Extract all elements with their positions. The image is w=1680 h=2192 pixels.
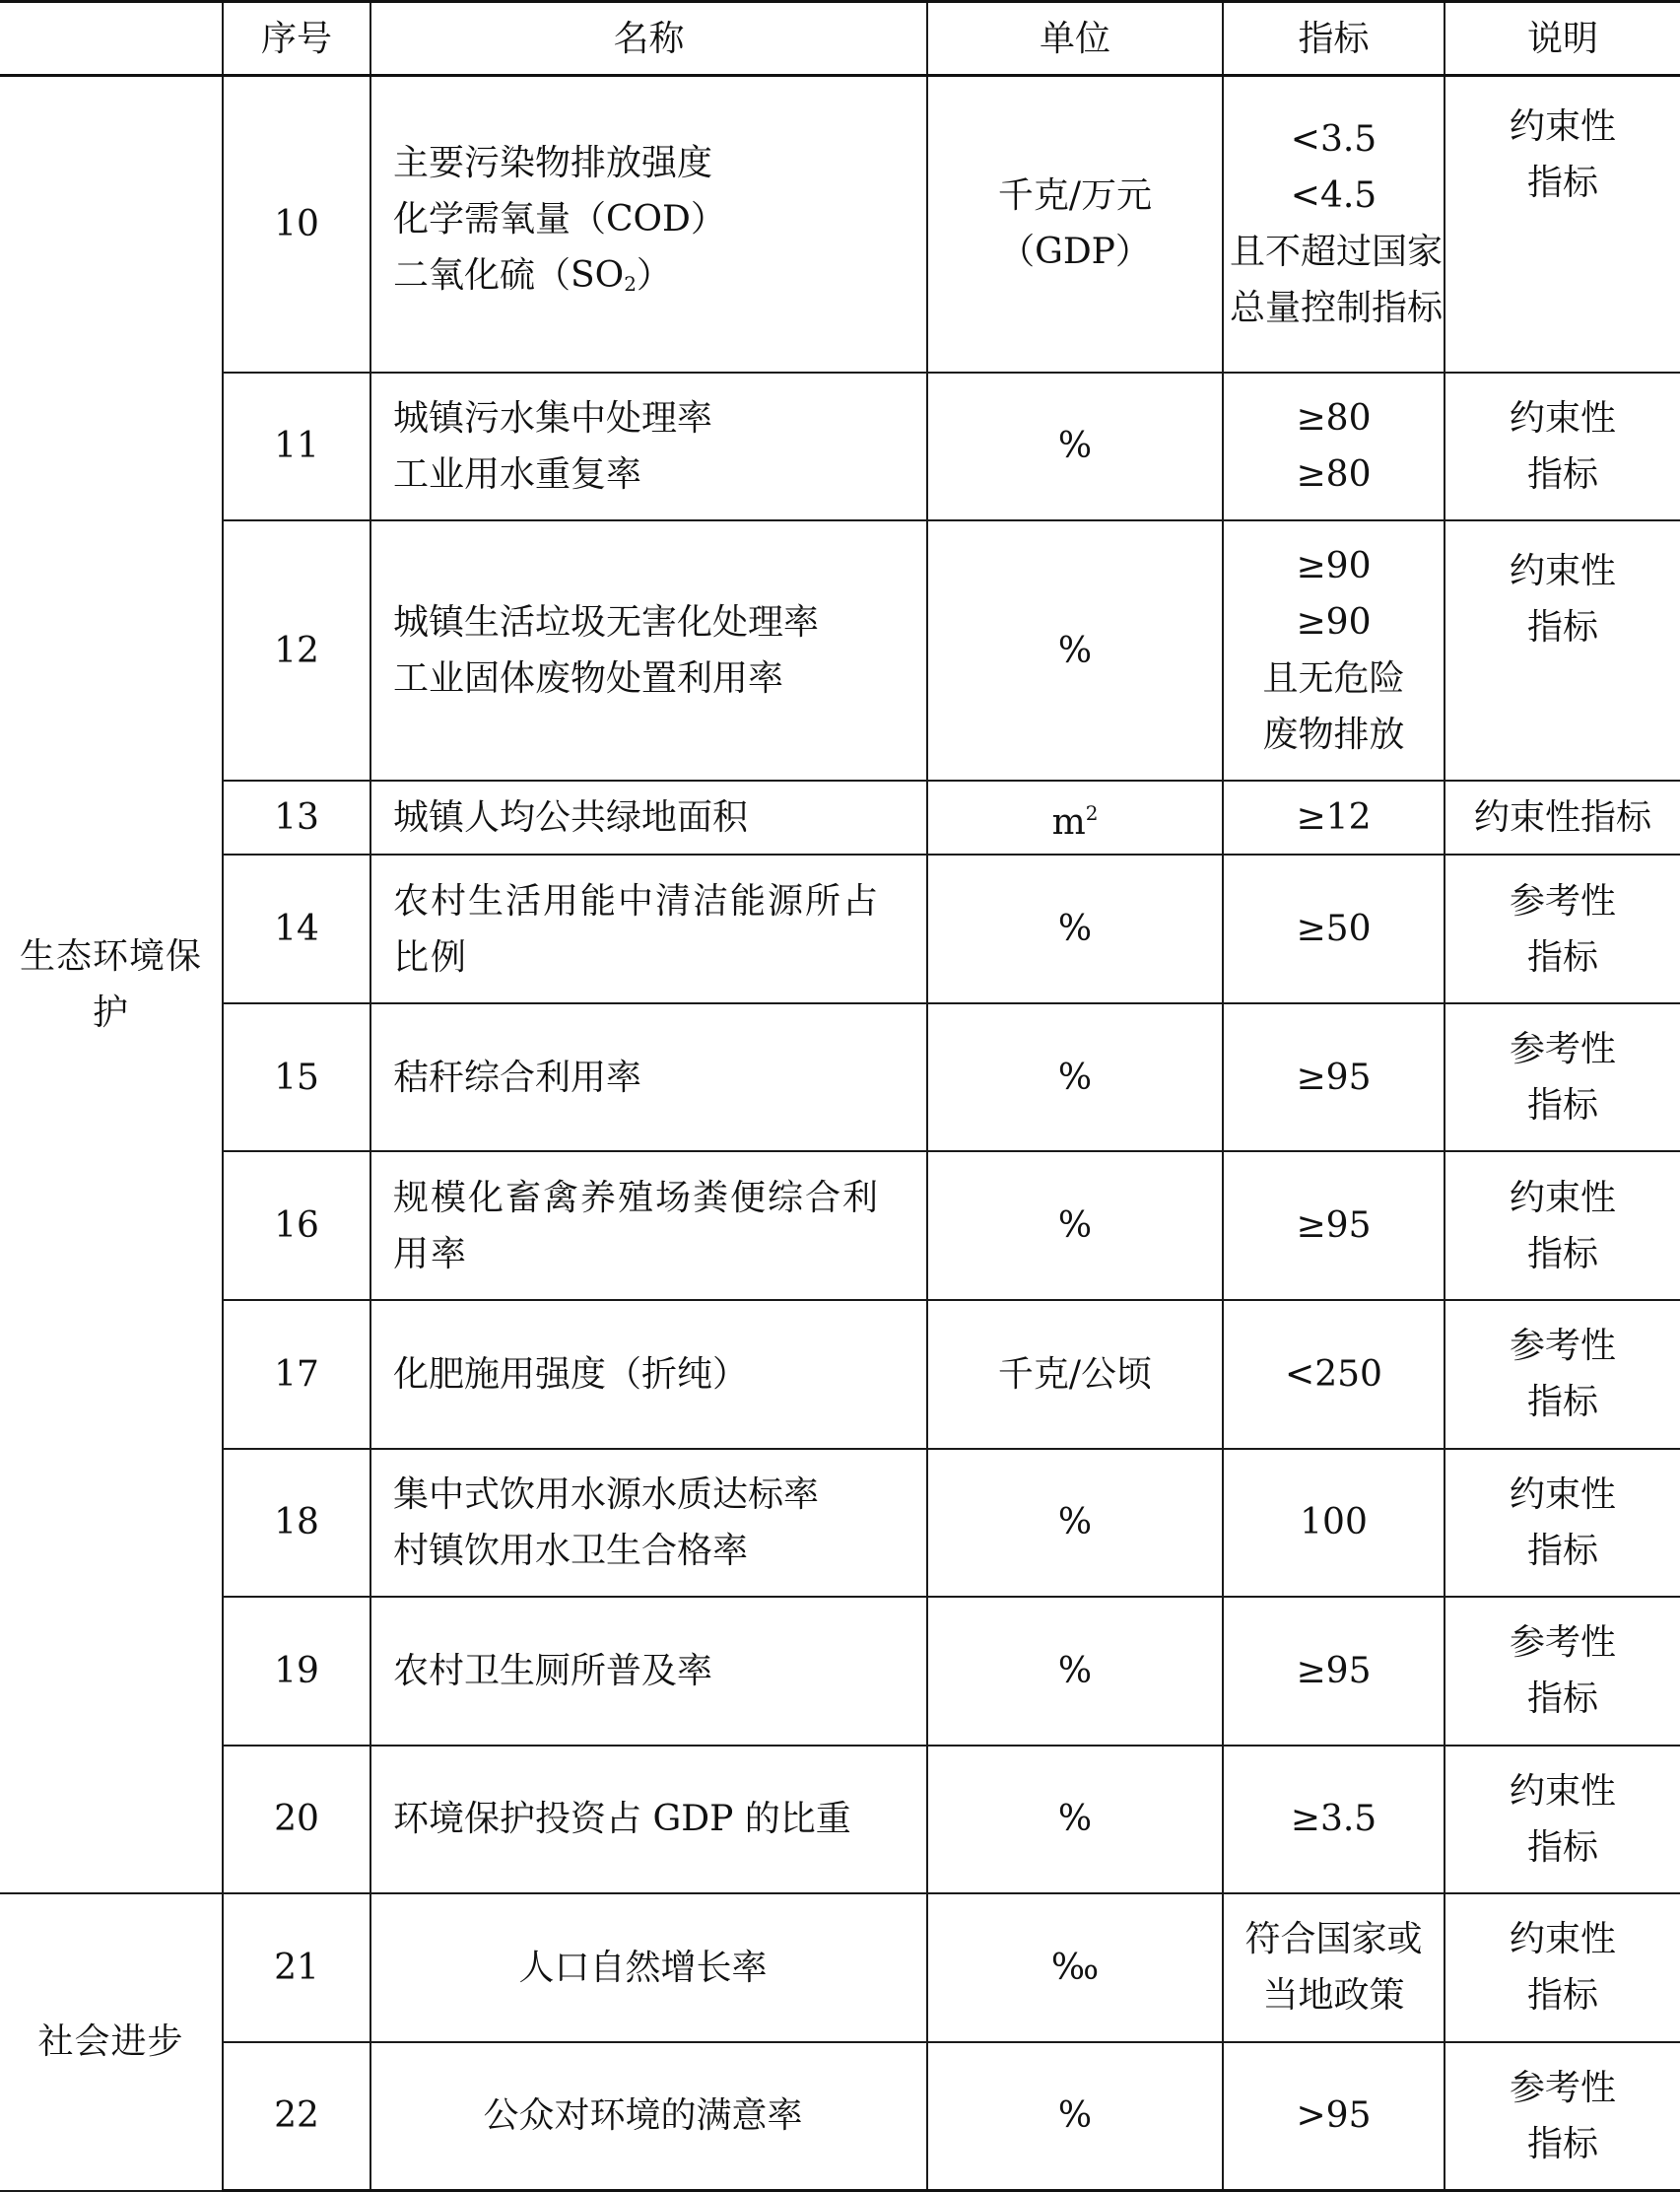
name-text: ） [636, 255, 672, 297]
row-name: 公众对环境的满意率 [370, 2042, 927, 2191]
row-unit: ‰ [927, 1893, 1223, 2042]
row-target [1223, 373, 1445, 521]
header-note: 说明 [1445, 2, 1680, 76]
row-note [1445, 1746, 1680, 1894]
name-text: 农村生活用能中清洁能源所占比例 [393, 880, 881, 978]
subscript: 2 [624, 272, 637, 297]
header-category [0, 2, 223, 76]
note-line: 约束性 [1509, 1770, 1616, 1812]
header-target: 指标 [1223, 2, 1445, 76]
note-line: 指标 [1526, 936, 1598, 978]
note-line: 约束性 [1509, 1473, 1616, 1515]
target-line: 符合国家或 [1244, 1919, 1423, 1960]
note-line: 指标 [1526, 163, 1598, 203]
category-eco: 生态环境保护 [0, 76, 223, 1894]
unit-line: 千克/万元 [997, 175, 1153, 217]
row-name [370, 1151, 927, 1300]
row-target: ≥95 [1223, 1597, 1445, 1746]
note-line: 指标 [1526, 1085, 1598, 1127]
table-row [0, 2042, 1680, 2191]
row-number: 10 [223, 76, 370, 373]
target-line: ≥80 [1296, 397, 1372, 439]
note-line: 约束性 [1509, 1177, 1616, 1218]
row-unit: % [927, 2042, 1223, 2191]
row-number: 15 [223, 1003, 370, 1152]
row-number: 13 [223, 781, 370, 855]
row-name: 环境保护投资占 GDP 的比重 [370, 1746, 927, 1894]
header-name: 名称 [370, 2, 927, 76]
target-line: ≥90 [1296, 546, 1372, 587]
row-unit: % [927, 855, 1223, 1003]
note-line: 指标 [1526, 2123, 1598, 2164]
table-row [0, 1003, 1680, 1152]
row-note [1445, 855, 1680, 1003]
table-row [0, 1449, 1680, 1598]
table-row [0, 76, 1680, 373]
row-unit [927, 781, 1223, 855]
row-unit: % [927, 1746, 1223, 1894]
row-number: 20 [223, 1746, 370, 1894]
table-row [0, 1746, 1680, 1894]
row-target: >95 [1223, 2042, 1445, 2191]
row-unit: % [927, 1449, 1223, 1598]
row-note [1445, 76, 1680, 373]
row-target: ≥3.5 [1223, 1746, 1445, 1894]
row-note [1445, 2042, 1680, 2191]
target-line: 且无危险 [1262, 658, 1405, 700]
target-line: 当地政策 [1262, 1975, 1405, 2017]
note-line: 参考性 [1509, 2067, 1616, 2108]
note-line: 指标 [1526, 1530, 1598, 1571]
row-note [1445, 1151, 1680, 1300]
table-row [0, 1300, 1680, 1449]
row-name [370, 76, 927, 373]
note-line: 指标 [1526, 1233, 1598, 1274]
row-name [370, 855, 927, 1003]
name-line: 主要污染物排放强度 [393, 143, 713, 184]
header-number: 序号 [223, 2, 370, 76]
table-row [0, 520, 1680, 781]
row-note [1445, 373, 1680, 521]
row-target: ≥95 [1223, 1003, 1445, 1152]
name-text: 规模化畜禽养殖场粪便综合利用率 [393, 1177, 881, 1274]
target-line: 废物排放 [1262, 715, 1405, 756]
row-number: 22 [223, 2042, 370, 2191]
note-line: 指标 [1526, 1382, 1598, 1423]
row-target [1223, 1893, 1445, 2042]
name-text: 二氧化硫（SO [393, 255, 625, 297]
superscript: 2 [1085, 800, 1099, 825]
note-line: 参考性 [1509, 1622, 1616, 1664]
row-target: ≥50 [1223, 855, 1445, 1003]
row-name: 城镇人均公共绿地面积 [370, 781, 927, 855]
note-line: 参考性 [1509, 880, 1616, 922]
row-unit: % [927, 373, 1223, 521]
row-name: 秸秆综合利用率 [370, 1003, 927, 1152]
row-note [1445, 1300, 1680, 1449]
row-number: 16 [223, 1151, 370, 1300]
row-name [370, 373, 927, 521]
row-number: 19 [223, 1597, 370, 1746]
row-unit: 千克/公顷 [927, 1300, 1223, 1449]
note-line: 指标 [1526, 607, 1598, 649]
row-number: 17 [223, 1300, 370, 1449]
row-unit: % [927, 1151, 1223, 1300]
row-unit [927, 76, 1223, 373]
note-line: 约束性 [1509, 397, 1616, 439]
row-number: 18 [223, 1449, 370, 1598]
note-line: 指标 [1526, 1826, 1598, 1868]
row-note [1445, 520, 1680, 781]
target-line: 总量控制指标 [1230, 288, 1444, 329]
table-header-row [0, 2, 1680, 76]
row-number: 12 [223, 520, 370, 781]
note-line: 约束性 [1509, 1919, 1616, 1960]
name-line: 村镇饮用水卫生合格率 [393, 1530, 749, 1571]
target-line: 且不超过国家 [1230, 232, 1444, 273]
name-line: 工业用水重复率 [393, 453, 642, 495]
note-line: 指标 [1526, 453, 1598, 495]
name-line: 化学需氧量（COD） [393, 199, 726, 240]
table-row [0, 1151, 1680, 1300]
category-social: 社会进步 [0, 1893, 223, 2190]
row-unit: % [927, 520, 1223, 781]
table-row [0, 373, 1680, 521]
row-note [1445, 1003, 1680, 1152]
row-name: 化肥施用强度（折纯） [370, 1300, 927, 1449]
header-unit: 单位 [927, 2, 1223, 76]
row-number: 14 [223, 855, 370, 1003]
table-row [0, 855, 1680, 1003]
row-target [1223, 76, 1445, 373]
table-row [0, 781, 1680, 855]
row-target: ≥12 [1223, 781, 1445, 855]
name-line [393, 247, 908, 312]
row-unit: % [927, 1597, 1223, 1746]
row-note: 约束性指标 [1445, 781, 1680, 855]
table-row [0, 1893, 1680, 2042]
row-target [1223, 520, 1445, 781]
name-line: 城镇生活垃圾无害化处理率 [393, 602, 820, 644]
table-row [0, 1597, 1680, 1746]
row-note [1445, 1449, 1680, 1598]
row-target: 100 [1223, 1449, 1445, 1598]
target-line: ≥90 [1296, 602, 1372, 644]
row-unit: % [927, 1003, 1223, 1152]
note-line: 约束性 [1509, 106, 1616, 147]
name-line: 城镇污水集中处理率 [393, 397, 713, 439]
row-number: 11 [223, 373, 370, 521]
target-line: <3.5 [1290, 119, 1378, 161]
note-line: 指标 [1526, 1975, 1598, 2017]
name-line: 工业固体废物处置利用率 [393, 658, 784, 700]
row-target: ≥95 [1223, 1151, 1445, 1300]
note-line: 指标 [1526, 1678, 1598, 1720]
note-line: 参考性 [1509, 1326, 1616, 1367]
row-note [1445, 1597, 1680, 1746]
note-line: 约束性 [1509, 551, 1616, 592]
row-name: 农村卫生厕所普及率 [370, 1597, 927, 1746]
row-number: 21 [223, 1893, 370, 2042]
unit-text: m [1051, 801, 1086, 843]
row-note [1445, 1893, 1680, 2042]
row-name [370, 520, 927, 781]
row-target: <250 [1223, 1300, 1445, 1449]
note-line: 参考性 [1509, 1029, 1616, 1070]
row-name: 人口自然增长率 [370, 1893, 927, 2042]
target-line: <4.5 [1290, 175, 1378, 217]
row-name [370, 1449, 927, 1598]
name-line: 集中式饮用水源水质达标率 [393, 1473, 820, 1515]
unit-line: （GDP） [999, 232, 1151, 273]
target-line: ≥80 [1296, 453, 1372, 495]
